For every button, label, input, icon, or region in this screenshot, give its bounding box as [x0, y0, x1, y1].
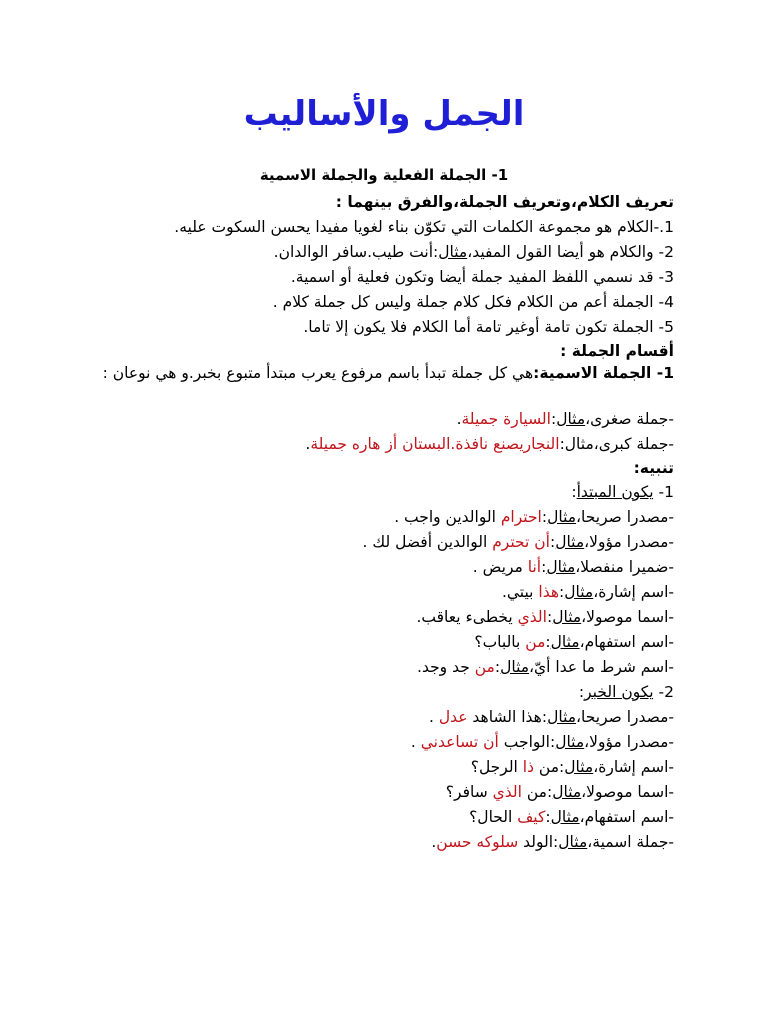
subject-item: -مصدرا صريحا،مثال:احترام الوالدين واجب . [394, 508, 674, 526]
example-label: مثال [546, 558, 576, 576]
definition-line-1: 1.-الكلام هو مجموعة الكلمات التي تكوّن بناء لغويا مفيدا يحسن السكوت عليه. [174, 218, 674, 236]
example-highlight: أنا [527, 558, 542, 576]
example-rest: مريض . [472, 558, 528, 576]
page-title: الجمل والأساليب [243, 94, 525, 134]
item-type: -مصدرا صريحا، [576, 508, 674, 526]
example-highlight: عدل [438, 708, 468, 726]
item-type: -مصدرا مؤولا، [584, 733, 674, 751]
big-sentence-line: -جملة كبرى،مثال:النجاريصنع نافذة.البستان أز هاره جميلة. [305, 435, 674, 453]
definition-line-5: 5- الجملة تكون تامة أوغير تامة أما الكلام فلا يكون إلا تاما. [303, 318, 674, 336]
predicate-item: -اسما موصولا،مثال:من الذي سافر؟ [445, 783, 674, 801]
example-rest: . [428, 708, 439, 726]
predicate-item: -اسم إشارة،مثال:من ذا الرجل؟ [470, 758, 674, 776]
item-type: -اسم استفهام، [579, 633, 674, 651]
definition-heading: تعريف الكلام،وتعريف الجملة،والفرق بينهما : [335, 193, 674, 211]
example-text: من [521, 783, 547, 801]
predicate-heading: 2- يكون الخبر: [578, 683, 674, 701]
example-highlight: كيف [517, 808, 546, 826]
example-highlight: احترام [500, 508, 542, 526]
subject-item: -اسم شرط ما عدا أيّ،مثال:من جد وجد. [417, 658, 674, 676]
example-label: مثال [547, 508, 577, 526]
example-text: من [534, 758, 560, 776]
example-highlight: ذا [522, 758, 534, 776]
subject-list [100, 505, 674, 680]
item-type: -مصدرا صريحا، [576, 708, 674, 726]
definition-line-3: 3- قد نسمي اللفظ المفيد جملة أيضا وتكون فعلية أو اسمية. [290, 268, 674, 286]
example-label: مثال [555, 533, 585, 551]
example-text: الولد [518, 833, 554, 851]
small-sentence-line: -جملة صغرى،مثال:السيارة جميلة. [456, 410, 674, 428]
subject-item: -مصدرا مؤولا،مثال:أن تحترم الوالدين أفضل لك . [362, 533, 674, 551]
item-type: -اسم إشارة، [593, 583, 674, 601]
subject-item: -اسما موصولا،مثال:الذي يخطىء يعاقب. [416, 608, 674, 626]
item-type: -اسما موصولا، [581, 783, 674, 801]
example-label: مثال [550, 633, 580, 651]
item-type: -اسما موصولا، [581, 608, 674, 626]
example-rest: بيتي. [501, 583, 539, 601]
example-rest: الحال؟ [469, 808, 518, 826]
example-rest: جد وجد. [417, 658, 475, 676]
sections-heading: أقسام الجملة : [560, 342, 674, 360]
subject-item: -ضميرا منفصلا،مثال:أنا مريض . [472, 558, 674, 576]
example-text: هذا الشاهد [467, 708, 542, 726]
item-type: -جملة اسمية، [587, 833, 674, 851]
document-body [100, 190, 674, 855]
example-label: مثال [564, 583, 594, 601]
section-heading: 1- الجملة الفعلية والجملة الاسمية [259, 166, 509, 184]
nominal-definition: 1- الجملة الاسمية:هي كل جملة تبدأ باسم مرفوع يعرب مبتدأ متبوع بخبر.و هي نوعان : [102, 364, 674, 382]
example-highlight: أن تحترم [492, 533, 550, 551]
predicate-item: -اسم استفهام،مثال:كيف الحال؟ [469, 808, 674, 826]
example-label: مثال [547, 708, 577, 726]
note-heading: تنبيه: [633, 459, 674, 477]
example-highlight: الذي [492, 783, 522, 801]
item-type: -ضميرا منفصلا، [575, 558, 674, 576]
example-label: مثال [552, 608, 582, 626]
example-highlight: من [525, 633, 546, 651]
example-rest: يخطىء يعاقب. [416, 608, 518, 626]
item-type: -مصدرا مؤولا، [584, 533, 674, 551]
predicate-list [100, 705, 674, 855]
example-rest: الوالدين واجب . [394, 508, 501, 526]
example-label: مثال [550, 808, 580, 826]
definition-line-2: 2- والكلام هو أيضا القول المفيد،مثال:أنت طيب.سافر الوالدان. [273, 243, 674, 261]
example-rest: بالباب؟ [474, 633, 526, 651]
example-label: مثال [500, 658, 530, 676]
example-label: مثال [564, 758, 594, 776]
item-type: -اسم استفهام، [579, 808, 674, 826]
predicate-item: -مصدرا مؤولا،مثال:الواجب أن تساعدني . [410, 733, 674, 751]
example-label: مثال [552, 783, 582, 801]
example-rest: الرجل؟ [470, 758, 523, 776]
example-label: مثال [558, 833, 588, 851]
example-highlight: من [474, 658, 495, 676]
example-rest: . [431, 833, 437, 851]
item-type: -اسم إشارة، [593, 758, 674, 776]
subject-item: -اسم إشارة،مثال:هذا بيتي. [501, 583, 674, 601]
example-highlight: أن تساعدني [420, 733, 499, 751]
example-label: مثال [555, 733, 585, 751]
example-highlight: هذا [538, 583, 560, 601]
item-type: -اسم شرط ما عدا أيّ، [529, 658, 674, 676]
predicate-item: -مصدرا صريحا،مثال:هذا الشاهد عدل . [428, 708, 674, 726]
subject-heading: 1- يكون المبتدأ: [571, 483, 674, 501]
example-highlight: الذي [517, 608, 547, 626]
predicate-item: -جملة اسمية،مثال:الولد سلوكه حسن. [431, 833, 674, 851]
example-highlight: سلوكه حسن [436, 833, 519, 851]
definition-line-4: 4- الجملة أعم من الكلام فكل كلام جملة وليس كل جملة كلام . [272, 293, 674, 311]
example-text: الواجب [498, 733, 550, 751]
subject-item: -اسم استفهام،مثال:من بالباب؟ [474, 633, 674, 651]
example-rest: الوالدين أفضل لك . [362, 533, 493, 551]
example-rest: . [410, 733, 421, 751]
example-rest: سافر؟ [445, 783, 493, 801]
